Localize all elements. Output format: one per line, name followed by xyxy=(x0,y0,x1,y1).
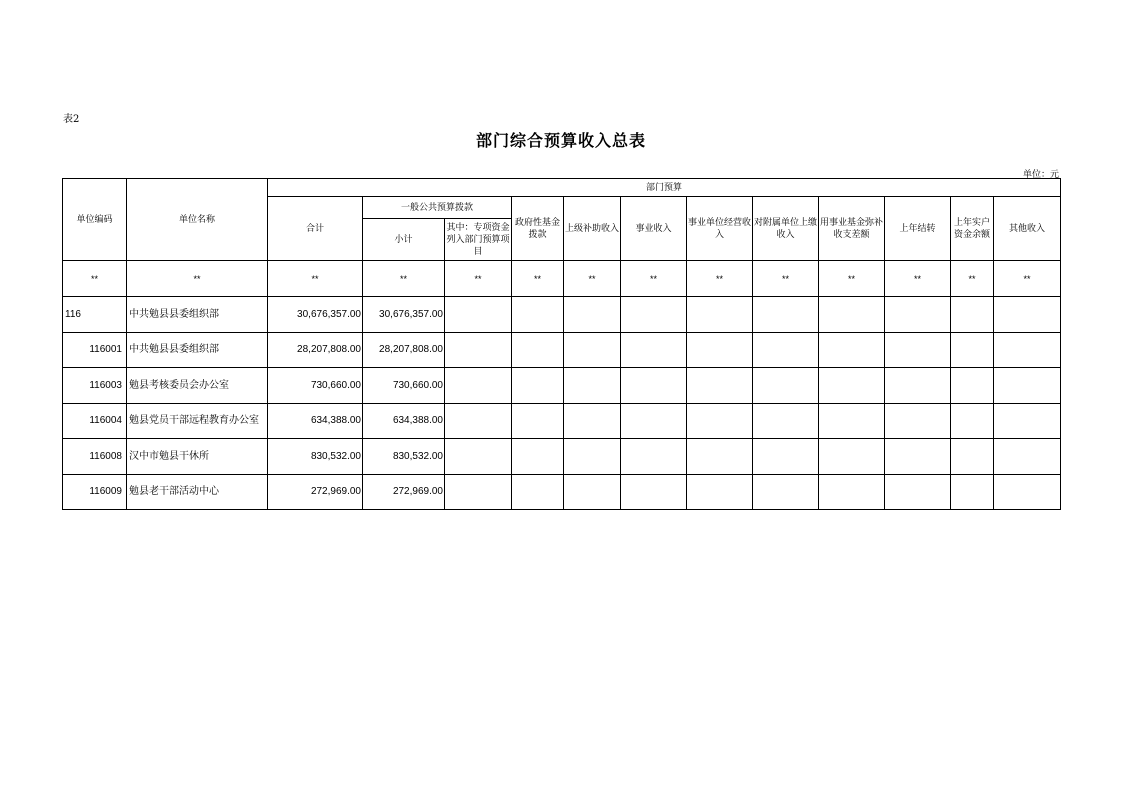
table-row xyxy=(63,368,1061,404)
subtotal-cell: 730,660.00 xyxy=(363,368,445,404)
header-dept-budget: 部门预算 xyxy=(268,179,1061,197)
table-row xyxy=(63,297,1061,333)
unit-name-cell: 勉县党员干部远程教育办公室 xyxy=(127,404,268,439)
header-affiliated-income: 对附属单位上缴收入 xyxy=(753,197,819,261)
header-total: 合计 xyxy=(268,197,363,261)
unit-code-cell: 116004 xyxy=(63,404,127,439)
unit-code-cell: 116 xyxy=(63,297,127,333)
star-cell: ** xyxy=(363,261,445,297)
table-row xyxy=(63,475,1061,510)
total-cell: 634,388.00 xyxy=(268,404,363,439)
star-cell: ** xyxy=(885,261,951,297)
header-upper-subsidy: 上级补助收入 xyxy=(564,197,621,261)
star-cell: ** xyxy=(512,261,564,297)
table-number: 表2 xyxy=(63,114,80,125)
star-cell: ** xyxy=(753,261,819,297)
budget-income-table xyxy=(62,178,1061,510)
unit-name-cell: 勉县老干部活动中心 xyxy=(127,475,268,510)
unit-code-cell: 116001 xyxy=(63,333,127,368)
unit-code-cell: 116003 xyxy=(63,368,127,404)
total-cell: 28,207,808.00 xyxy=(268,333,363,368)
header-fund-make-up: 用事业基金弥补收支差额 xyxy=(819,197,885,261)
header-gov-fund: 政府性基金拨款 xyxy=(512,197,564,261)
header-unit-name: 单位名称 xyxy=(127,179,268,261)
header-unit-code: 单位编码 xyxy=(63,179,127,261)
table-row xyxy=(63,404,1061,439)
star-cell: ** xyxy=(268,261,363,297)
subtotal-cell: 28,207,808.00 xyxy=(363,333,445,368)
table-row xyxy=(63,333,1061,368)
subtotal-cell: 830,532.00 xyxy=(363,439,445,475)
unit-code-cell: 116008 xyxy=(63,439,127,475)
header-business-operating: 事业单位经营收入 xyxy=(687,197,753,261)
star-cell: ** xyxy=(127,261,268,297)
header-other-income: 其他收入 xyxy=(994,197,1061,261)
unit-name-cell: 中共勉县县委组织部 xyxy=(127,333,268,368)
star-cell: ** xyxy=(564,261,621,297)
header-carry-over: 上年结转 xyxy=(885,197,951,261)
unit-name-cell: 中共勉县县委组织部 xyxy=(127,297,268,333)
header-general-public-budget: 一般公共预算拨款 xyxy=(363,197,512,219)
total-cell: 30,676,357.00 xyxy=(268,297,363,333)
star-cell: ** xyxy=(994,261,1061,297)
total-cell: 272,969.00 xyxy=(268,475,363,510)
subtotal-cell: 30,676,357.00 xyxy=(363,297,445,333)
page-title: 部门综合预算收入总表 xyxy=(475,131,646,150)
unit-label: 单位：元 xyxy=(1022,170,1059,180)
header-special-funds: 其中：专项资金列入部门预算项目 xyxy=(445,219,512,261)
star-row xyxy=(63,261,1061,297)
header-business-income: 事业收入 xyxy=(621,197,687,261)
unit-name-cell: 勉县考核委员会办公室 xyxy=(127,368,268,404)
star-cell: ** xyxy=(951,261,994,297)
header-real-balance: 上年实户资金余额 xyxy=(951,197,994,261)
star-cell: ** xyxy=(445,261,512,297)
star-cell: ** xyxy=(621,261,687,297)
star-cell: ** xyxy=(63,261,127,297)
total-cell: 830,532.00 xyxy=(268,439,363,475)
unit-code-cell: 116009 xyxy=(63,475,127,510)
star-cell: ** xyxy=(687,261,753,297)
table-row xyxy=(63,439,1061,475)
star-cell: ** xyxy=(819,261,885,297)
unit-name-cell: 汉中市勉县干休所 xyxy=(127,439,268,475)
subtotal-cell: 272,969.00 xyxy=(363,475,445,510)
subtotal-cell: 634,388.00 xyxy=(363,404,445,439)
header-subtotal: 小计 xyxy=(363,219,445,261)
total-cell: 730,660.00 xyxy=(268,368,363,404)
